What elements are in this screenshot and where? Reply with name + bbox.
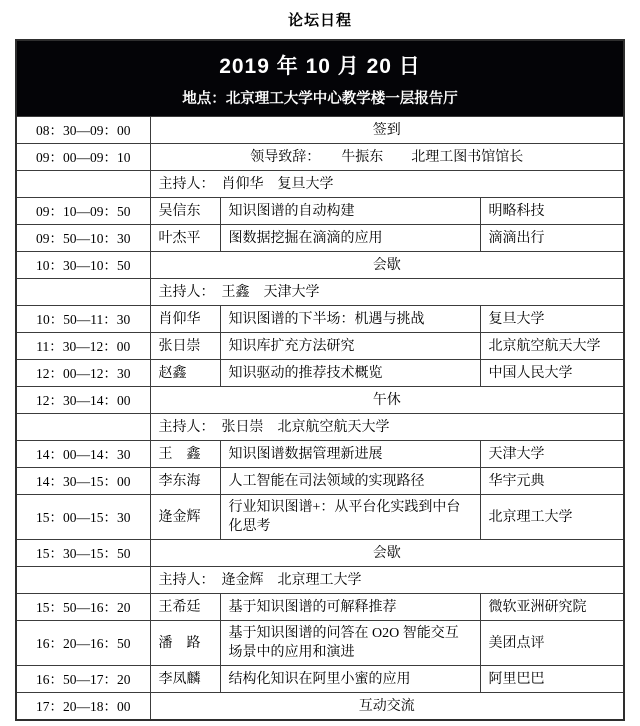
time-cell: 08：30—09：00 xyxy=(16,117,150,144)
time-cell: 16：20—16：50 xyxy=(16,621,150,666)
table-row xyxy=(16,387,624,414)
time-cell: 12：00—12：30 xyxy=(16,360,150,387)
time-cell: 15：50—16：20 xyxy=(16,594,150,621)
table-row xyxy=(16,171,624,198)
table-row xyxy=(16,360,624,387)
table-row xyxy=(16,333,624,360)
title-cell: 人工智能在司法领域的实现路径 xyxy=(220,468,480,495)
time-cell: 09：00—09：10 xyxy=(16,144,150,171)
title-cell: 结构化知识在阿里小蜜的应用 xyxy=(220,666,480,693)
affiliation-cell: 中国人民大学 xyxy=(480,360,624,387)
merged-cell: 互动交流 xyxy=(150,693,624,721)
title-cell: 知识图谱数据管理新进展 xyxy=(220,441,480,468)
affiliation-cell: 明略科技 xyxy=(480,198,624,225)
schedule-body xyxy=(16,117,624,721)
merged-cell: 主持人： 张日崇 北京航空航天大学 xyxy=(150,414,624,441)
event-location: 地点：北京理工大学中心教学楼一层报告厅 xyxy=(182,91,458,107)
time-cell: 12：30—14：00 xyxy=(16,387,150,414)
title-cell: 知识图谱的下半场：机遇与挑战 xyxy=(220,306,480,333)
event-date: 2019 年 10 月 20 日 xyxy=(219,55,421,78)
merged-cell: 签到 xyxy=(150,117,624,144)
speaker-cell: 王 鑫 xyxy=(150,441,220,468)
table-row xyxy=(16,252,624,279)
table-row xyxy=(16,666,624,693)
time-cell xyxy=(16,567,150,594)
merged-cell: 会歇 xyxy=(150,252,624,279)
schedule-table xyxy=(15,39,625,721)
speaker-cell: 吴信东 xyxy=(150,198,220,225)
merged-cell: 主持人： 逄金辉 北京理工大学 xyxy=(150,567,624,594)
merged-cell: 会歇 xyxy=(150,540,624,567)
affiliation-cell: 滴滴出行 xyxy=(480,225,624,252)
merged-cell: 主持人： 肖仰华 复旦大学 xyxy=(150,171,624,198)
title-cell: 知识驱动的推荐技术概览 xyxy=(220,360,480,387)
speaker-cell: 李东海 xyxy=(150,468,220,495)
time-cell: 14：00—14：30 xyxy=(16,441,150,468)
table-row xyxy=(16,540,624,567)
affiliation-cell: 微软亚洲研究院 xyxy=(480,594,624,621)
merged-cell: 领导致辞： 牛振东 北理工图书馆馆长 xyxy=(150,144,624,171)
table-row xyxy=(16,495,624,540)
time-cell: 16：50—17：20 xyxy=(16,666,150,693)
speaker-cell: 逄金辉 xyxy=(150,495,220,540)
speaker-cell: 潘 路 xyxy=(150,621,220,666)
affiliation-cell: 美团点评 xyxy=(480,621,624,666)
time-cell xyxy=(16,414,150,441)
time-cell: 09：10—09：50 xyxy=(16,198,150,225)
speaker-cell: 李凤麟 xyxy=(150,666,220,693)
speaker-cell: 张日崇 xyxy=(150,333,220,360)
speaker-cell: 叶杰平 xyxy=(150,225,220,252)
title-cell: 知识库扩充方法研究 xyxy=(220,333,480,360)
table-row xyxy=(16,567,624,594)
time-cell: 10：50—11：30 xyxy=(16,306,150,333)
table-row xyxy=(16,414,624,441)
table-row xyxy=(16,693,624,721)
table-header-cell xyxy=(16,40,624,117)
time-cell xyxy=(16,171,150,198)
table-row xyxy=(16,117,624,144)
time-cell: 09：50—10：30 xyxy=(16,225,150,252)
time-cell xyxy=(16,279,150,306)
affiliation-cell: 北京航空航天大学 xyxy=(480,333,624,360)
table-row xyxy=(16,144,624,171)
title-cell: 图数据挖掘在滴滴的应用 xyxy=(220,225,480,252)
merged-cell: 午休 xyxy=(150,387,624,414)
table-row xyxy=(16,468,624,495)
title-cell: 基于知识图谱的可解释推荐 xyxy=(220,594,480,621)
affiliation-cell: 天津大学 xyxy=(480,441,624,468)
time-cell: 14：30—15：00 xyxy=(16,468,150,495)
time-cell: 15：30—15：50 xyxy=(16,540,150,567)
time-cell: 11：30—12：00 xyxy=(16,333,150,360)
merged-cell: 主持人： 王鑫 天津大学 xyxy=(150,279,624,306)
time-cell: 17：20—18：00 xyxy=(16,693,150,721)
speaker-cell: 赵鑫 xyxy=(150,360,220,387)
title-cell: 知识图谱的自动构建 xyxy=(220,198,480,225)
time-cell: 15：00—15：30 xyxy=(16,495,150,540)
affiliation-cell: 复旦大学 xyxy=(480,306,624,333)
time-cell: 10：30—10：50 xyxy=(16,252,150,279)
table-row xyxy=(16,594,624,621)
affiliation-cell: 阿里巴巴 xyxy=(480,666,624,693)
table-row xyxy=(16,279,624,306)
table-row xyxy=(16,306,624,333)
table-row xyxy=(16,225,624,252)
table-header-row xyxy=(16,40,624,117)
affiliation-cell: 北京理工大学 xyxy=(480,495,624,540)
table-row xyxy=(16,441,624,468)
speaker-cell: 肖仰华 xyxy=(150,306,220,333)
speaker-cell: 王希廷 xyxy=(150,594,220,621)
table-row xyxy=(16,621,624,666)
table-row xyxy=(16,198,624,225)
title-cell: 行业知识图谱+：从平台化实践到中台化思考 xyxy=(220,495,480,540)
page-title: 论坛日程 xyxy=(287,13,352,29)
title-cell: 基于知识图谱的问答在 O2O 智能交互场景中的应用和演进 xyxy=(220,621,480,666)
affiliation-cell: 华宇元典 xyxy=(480,468,624,495)
